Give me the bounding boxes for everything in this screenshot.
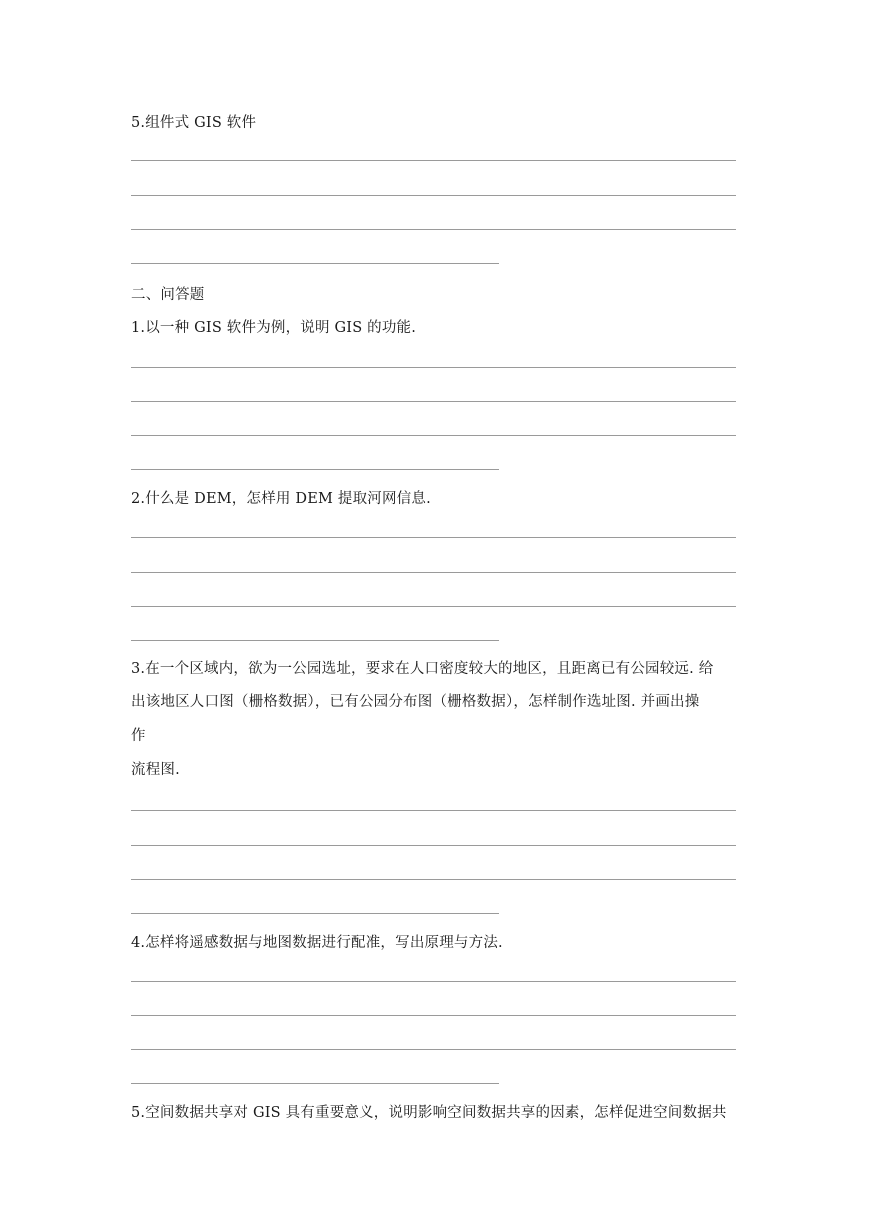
answer-line xyxy=(131,160,736,161)
question-3-line-1: 3.在一个区域内，欲为一公园选址，要求在人口密度较大的地区，且距离已有公园较远. 给 xyxy=(131,661,714,677)
answer-line xyxy=(131,981,736,982)
answer-line xyxy=(131,1015,736,1016)
answer-line xyxy=(131,1049,736,1050)
answer-line xyxy=(131,810,736,811)
answer-line xyxy=(131,263,499,264)
question-3-line-3: 作 xyxy=(131,728,146,744)
question-5: 5.空间数据共享对 GIS 具有重要意义，说明影响空间数据共享的因素，怎样促进空间数据共 xyxy=(131,1105,727,1121)
question-2: 2.什么是 DEM，怎样用 DEM 提取河网信息. xyxy=(131,491,431,507)
item-5-title: 5.组件式 GIS 软件 xyxy=(131,115,257,131)
answer-line xyxy=(131,401,736,402)
answer-line xyxy=(131,572,736,573)
question-3-line-4: 流程图. xyxy=(131,762,180,778)
answer-line xyxy=(131,195,736,196)
answer-line xyxy=(131,435,736,436)
answer-line xyxy=(131,229,736,230)
question-3-line-2: 出该地区人口图（栅格数据），已有公园分布图（栅格数据），怎样制作选址图. 并画出操 xyxy=(131,694,700,710)
answer-line xyxy=(131,1083,499,1084)
answer-line xyxy=(131,469,499,470)
answer-line xyxy=(131,367,736,368)
answer-line xyxy=(131,845,736,846)
question-4: 4.怎样将遥感数据与地图数据进行配准，写出原理与方法. xyxy=(131,935,503,951)
question-1: 1.以一种 GIS 软件为例，说明 GIS 的功能. xyxy=(131,320,417,336)
answer-line xyxy=(131,537,736,538)
answer-line xyxy=(131,640,499,641)
answer-line xyxy=(131,606,736,607)
answer-line xyxy=(131,879,736,880)
answer-line xyxy=(131,913,499,914)
section-heading: 二、问答题 xyxy=(131,287,205,303)
